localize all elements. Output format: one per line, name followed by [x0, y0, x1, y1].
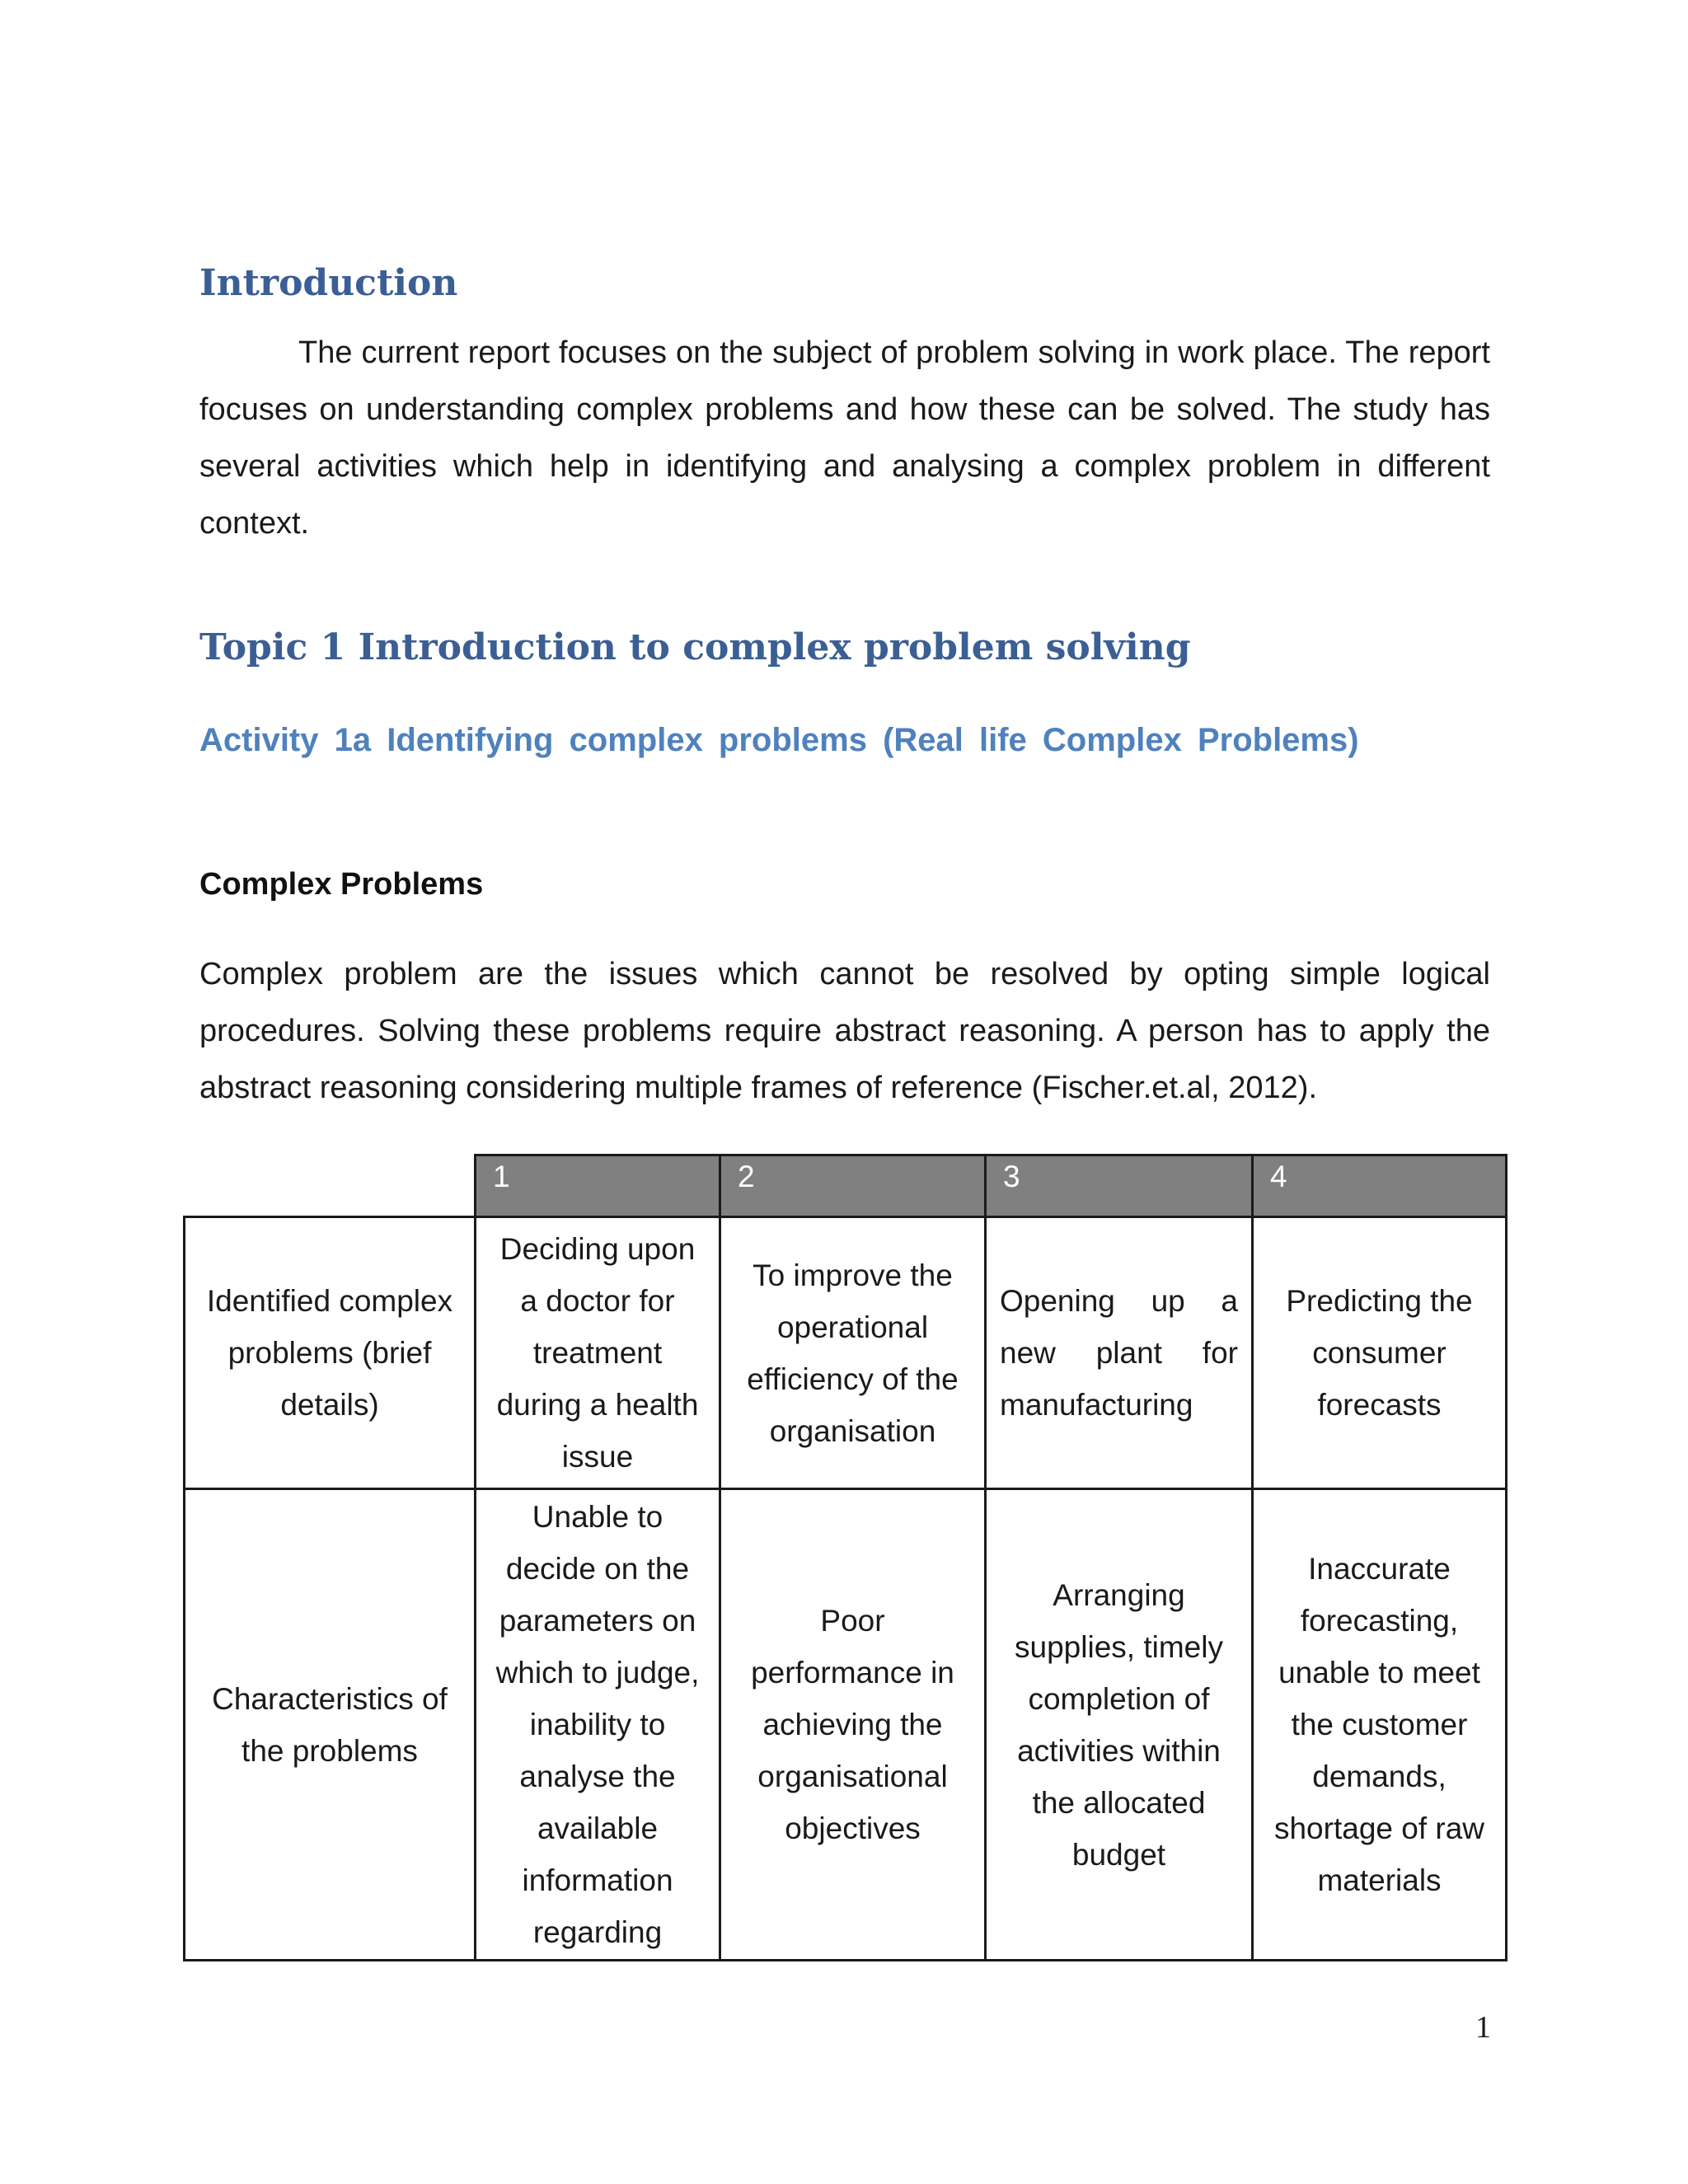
- page-number: 1: [1475, 2010, 1491, 2045]
- activity-heading: Activity 1a Identifying complex problems (Real life Complex Problems): [199, 722, 1359, 758]
- complex-problems-paragraph: Complex problem are the issues which cannot be resolved by opting simple logical procedures. Solving these problems require abstract reasoning. A person has to apply the abstract reasoning considering multiple frames of reference (Fischer.et.al, 2012).: [199, 957, 1490, 1105]
- row-label: Characteristics of the problems: [185, 1489, 476, 1961]
- table-cell: To improve the operational efficiency of the organisation: [720, 1217, 986, 1489]
- complex-problems-subheading: Complex Problems: [199, 867, 484, 902]
- table-cell: Inaccurate forecasting, unable to meet the customer demands, shortage of raw materials: [1253, 1489, 1507, 1961]
- table-cell: Predicting the consumer forecasts: [1253, 1217, 1507, 1489]
- table-cell: Arranging supplies, timely completion of activities within the allocated budget: [986, 1489, 1253, 1961]
- introduction-heading: Introduction: [199, 262, 458, 304]
- table-header-row: [185, 1155, 1507, 1217]
- column-header: 2: [720, 1155, 986, 1217]
- table-row: [185, 1217, 1507, 1489]
- row-label: Identified complex problems (brief details): [185, 1217, 476, 1489]
- topic-heading: Topic 1 Introduction to complex problem solving: [199, 626, 1191, 668]
- column-header: 3: [986, 1155, 1253, 1217]
- column-header: 4: [1253, 1155, 1507, 1217]
- table-cell: Deciding upon a doctor for treatment during a health issue: [476, 1217, 720, 1489]
- introduction-paragraph: The current report focuses on the subject of problem solving in work place. The report focuses on understanding complex problems and how these can be solved. The study has several activities which help in identifying and analysing a complex problem in different context.: [199, 335, 1490, 541]
- complex-problems-table: [183, 1154, 1507, 1961]
- table-cell: Poor performance in achieving the organisational objectives: [720, 1489, 986, 1961]
- table-cell: Unable to decide on the parameters on which to judge, inability to analyse the available information regarding: [476, 1489, 720, 1961]
- table-corner-cell: [185, 1155, 476, 1217]
- table-row: [185, 1489, 1507, 1961]
- table-cell: Opening up a new plant for manufacturing: [986, 1217, 1253, 1489]
- column-header: 1: [476, 1155, 720, 1217]
